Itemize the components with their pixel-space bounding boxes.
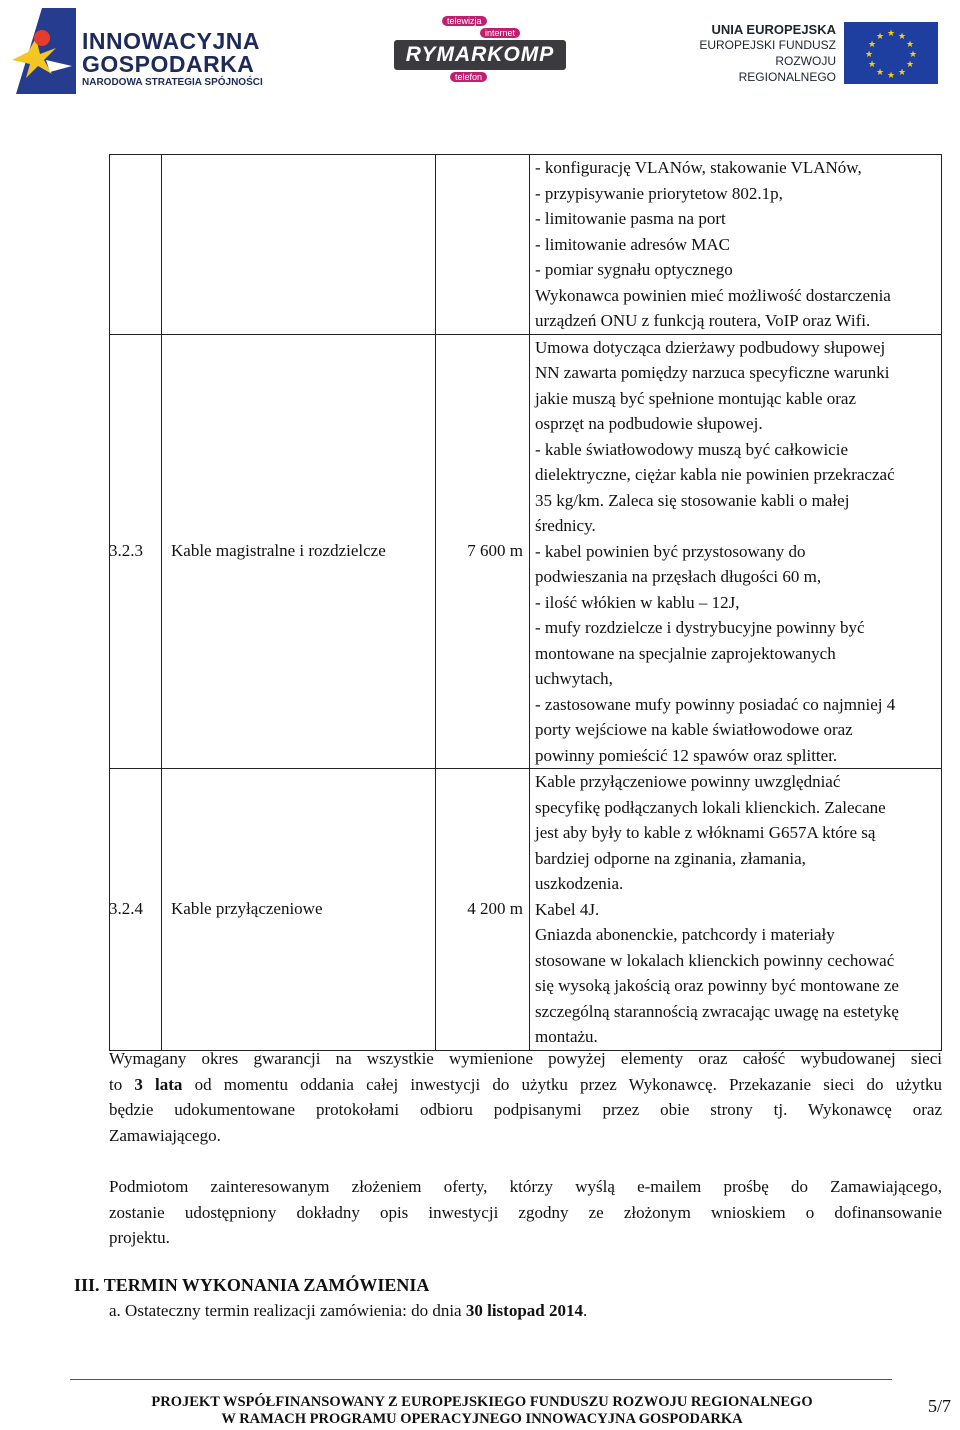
svg-text:★: ★ (875, 32, 885, 42)
description-line: dielektryczne, ciężar kabla nie powinien przekraczać (535, 465, 895, 484)
svg-text:★: ★ (867, 40, 877, 50)
description-line: - ilość włókien w kablu – 12J, (535, 592, 740, 612)
svg-text:★: ★ (864, 50, 874, 60)
logo-right-line1: UNIA EUROPEJSKA (711, 22, 836, 37)
warranty-line: Wymagany okres gwarancji na wszystkie wymienione powyżej elementy oraz całość wybudowanej sieci (109, 1049, 942, 1068)
row-name (162, 155, 436, 335)
description-line: urządzeń ONU z funkcją routera, VoIP oraz Wifi. (535, 311, 871, 330)
row-number-text: 3.2.4 (109, 899, 143, 919)
description-line: Kable przyłączeniowe powinny uwzględniać (535, 772, 841, 791)
row-description (530, 769, 942, 1051)
description-line: - kabel powinien być przystosowany do (535, 541, 806, 561)
logo-left-line1: INNOWACYJNA (82, 28, 261, 54)
row-name: Kable magistralne i rozdzielcze (162, 334, 436, 769)
svg-text:★: ★ (908, 50, 918, 60)
rymarkomp-logo (394, 12, 570, 92)
warranty-text: od momentu oddania całej inwestycji do użytku przez Wykonawcę. Przekazanie sieci do użytku (182, 1074, 942, 1094)
description-line: jest aby były to kable z włóknami G657A które są (535, 823, 876, 842)
deadline-date: 30 listopad 2014 (465, 1301, 583, 1320)
warranty-paragraph (109, 1046, 942, 1148)
svg-text:★: ★ (897, 68, 907, 78)
description-line: montowane na specjalnie zaprojektowanych (535, 643, 836, 663)
svg-text:★: ★ (905, 60, 915, 70)
table-row (110, 155, 942, 335)
description-line: uszkodzenia. (535, 874, 624, 893)
description-line: 35 kg/km. Zaleca się stosowanie kabli o małej (535, 490, 850, 510)
description-line: - zastosowane mufy powinny posiadać co najmniej 4 (535, 694, 896, 714)
description-line: specyfikę podłączanych lokali klienckich. Zalecane (535, 797, 886, 817)
footer-text (110, 1394, 854, 1428)
footer-line1: PROJEKT WSPÓŁFINANSOWANY Z EUROPEJSKIEGO FUNDUSZU ROZWOJU REGIONALNEGO (151, 1394, 813, 1410)
specification-table (109, 154, 942, 1051)
table-row (110, 334, 942, 769)
description-line: bardziej odporne na zginania, złamania, (535, 848, 806, 868)
description-line: - pomiar sygnału optycznego (535, 260, 733, 279)
eu-flag-icon (844, 22, 938, 84)
row-number (110, 155, 162, 335)
description-line: - limitowanie pasma na port (535, 209, 726, 228)
warranty-line: będzie udokumentowane protokołami odbioru podpisanymi przez obie strony tj. Wykonawcę oraz (109, 1100, 942, 1119)
warranty-text: to (109, 1074, 135, 1094)
warranty-period: 3 lata (134, 1074, 183, 1094)
row-description (530, 334, 942, 769)
section-title: III. TERMIN WYKONANIA ZAMÓWIENIA (74, 1275, 430, 1295)
svg-text:★: ★ (897, 32, 907, 42)
row-number (110, 334, 162, 769)
description-line: NN zawarta pomiędzy narzuca specyficzne warunki (535, 363, 890, 382)
description-line: szczególną starannością zwracając uwagę na estetykę (535, 1001, 899, 1021)
page-number: 5/7 (928, 1396, 952, 1416)
row-number (110, 769, 162, 1051)
row-number-text: 3.2.3 (109, 541, 143, 561)
description-line: Wykonawca powinien mieć możliwość dostarczenia (535, 285, 891, 305)
logo-left-line3: NARODOWA STRATEGIA SPÓJNOŚCI (82, 77, 263, 88)
svg-text:★: ★ (886, 29, 896, 39)
star-icon (6, 8, 76, 94)
footer-line2: W RAMACH PROGRAMU OPERACYJNEGO INNOWACYJNA GOSPODARKA (221, 1411, 743, 1427)
interested-line: zostanie udostępniony dokładny opis inwestycji zgodny ze złożonym wnioskiem o dofinansowanie (109, 1202, 942, 1222)
description-line: - przypisywanie priorytetow 802.1p, (535, 183, 783, 203)
description-line: Gniazda abonenckie, patchcordy i materiały (535, 925, 835, 944)
deadline-text: a. Ostateczny termin realizacji zamówienia: do dnia (109, 1301, 466, 1320)
description-line: powinny pomieścić 12 spawów oraz splitter. (535, 745, 838, 765)
interested-line: Podmiotom zainteresowanym złożeniem oferty, którzy wyślą e-mailem prośbę do Zamawiającego, (109, 1177, 942, 1196)
description-line: osprzęt na podbudowie słupowej. (535, 414, 763, 433)
logo-center-main: RYMARKOMP (394, 40, 566, 70)
footer-divider (70, 1379, 892, 1380)
interested-paragraph (109, 1174, 942, 1251)
description-line: porty wejściowe na kable światłowodowe oraz (535, 720, 853, 739)
description-line: - mufy rozdzielcze i dystrybucyjne powinny być (535, 618, 865, 637)
description-line: Umowa dotycząca dzierżawy podbudowy słupowej (535, 337, 886, 357)
description-line: stosowane w lokalach klienckich powinny cechować (535, 950, 895, 970)
deadline-text: . (582, 1301, 588, 1320)
row-name: Kable przyłączeniowe (162, 769, 436, 1051)
description-line: jakie muszą być spełnione montując kable oraz (535, 388, 856, 408)
row-quantity: 4 200 m (436, 769, 530, 1051)
interested-line: projektu. (109, 1228, 170, 1247)
table-row (110, 769, 942, 1051)
warranty-line (109, 1072, 942, 1098)
description-line: się wysoką jakością oraz powinny być montowane ze (535, 976, 899, 995)
description-line: średnicy. (535, 516, 596, 535)
innowacyjna-gospodarka-logo (6, 8, 276, 94)
row-quantity (436, 155, 530, 335)
deadline-line (109, 1301, 587, 1321)
svg-text:★: ★ (905, 40, 915, 50)
logo-right-line2: EUROPEJSKI FUNDUSZ (699, 38, 836, 52)
logo-right-line3: ROZWOJU REGIONALNEGO (738, 54, 836, 84)
description-line: - limitowanie adresów MAC (535, 234, 730, 254)
logo-center-word3: telefon (450, 72, 487, 82)
svg-text:★: ★ (886, 71, 896, 81)
row-quantity: 7 600 m (436, 334, 530, 769)
svg-text:★: ★ (875, 68, 885, 78)
svg-text:★: ★ (867, 60, 877, 70)
description-line: podwieszania na przęsłach długości 60 m, (535, 567, 822, 586)
logo-center-word1: telewizja (442, 16, 487, 26)
description-line: Kabel 4J. (535, 899, 600, 919)
eu-logo (676, 22, 940, 84)
description-line: - konfigurację VLANów, stakowanie VLANów, (535, 158, 862, 177)
logo-center-word2: internet (480, 28, 520, 38)
description-line: - kable światłowodowy muszą być całkowicie (535, 439, 848, 459)
warranty-line: Zamawiającego. (109, 1125, 221, 1145)
description-line: montażu. (535, 1027, 598, 1046)
row-description (530, 155, 942, 335)
description-line: uchwytach, (535, 669, 613, 688)
logo-left-line2: GOSPODARKA (82, 51, 255, 77)
